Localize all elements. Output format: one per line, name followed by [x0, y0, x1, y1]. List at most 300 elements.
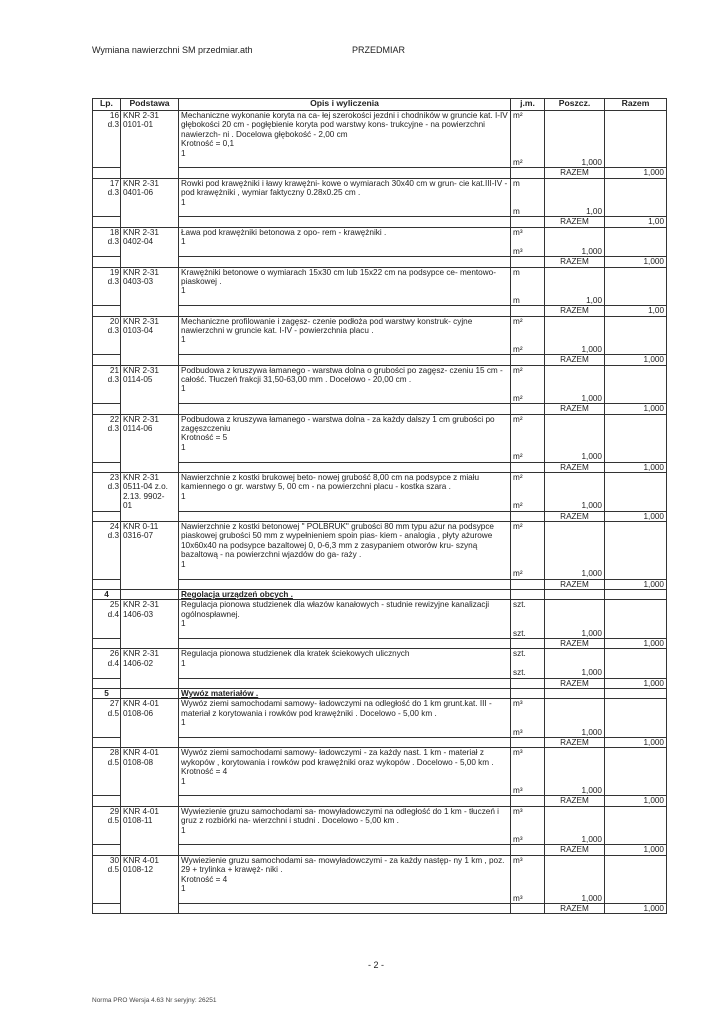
- razem-label: RAZEM: [545, 404, 605, 414]
- basis-line: 0114-05: [123, 374, 153, 384]
- item-section: d.4: [107, 658, 119, 668]
- summary-lp: [93, 207, 121, 217]
- item-partial: [545, 414, 605, 452]
- unit-calc: m³: [513, 835, 523, 845]
- razem-unit: [511, 796, 545, 806]
- unit-top: szt.: [513, 649, 526, 659]
- partial-number: 1,000: [581, 835, 602, 845]
- description-text: Regulacja pionowa studzienek dla kratek ściekowych ulicznych: [181, 649, 410, 659]
- basis-line: KNR 4-01: [123, 855, 159, 865]
- razem-total: 1,000: [605, 404, 667, 414]
- item-description: [179, 649, 511, 668]
- razem-lp: [93, 306, 121, 316]
- description-text: Wywóz ziemi samochodami samowy- ładowczymi - za każdy nast. 1 km - materiał z wykopów , korytowania i rowków pod krawężniki oraz wykopów . Docelowo - 5,00 km . Krotność = 4: [181, 748, 494, 777]
- item-total: [605, 267, 667, 296]
- razem-label: RAZEM: [545, 355, 605, 365]
- summary-unit: [511, 158, 545, 168]
- unit-calc: m³: [513, 246, 523, 256]
- razem-lp: [93, 638, 121, 648]
- description-text: Wywiezienie gruzu samochodami sa- mowyładowczymi na odległość do 1 km - tłuczeń i gruz z rozbiórki na- wierzchni i studni . Docelowo - 5,00 km .: [181, 806, 500, 826]
- basis-line: KNR 2-31: [123, 649, 159, 659]
- section-basis: [121, 589, 179, 599]
- item-basis: [121, 267, 179, 306]
- item-row: [93, 699, 667, 728]
- item-number: 21: [109, 365, 119, 375]
- total-cell: [605, 247, 667, 257]
- unit-top: m: [513, 267, 520, 277]
- razem-desc: [179, 404, 511, 414]
- item-unit: [511, 267, 545, 296]
- partial-value: [545, 786, 605, 796]
- razem-row: [93, 511, 667, 521]
- item-total: [605, 365, 667, 394]
- summary-unit: [511, 835, 545, 845]
- item-description: [179, 855, 511, 893]
- partial-value: [545, 207, 605, 217]
- razem-lp: [93, 678, 121, 688]
- item-unit: [511, 649, 545, 668]
- partial-number: 1,000: [581, 393, 602, 403]
- table-header: [93, 99, 667, 111]
- unit-top: m³: [513, 806, 523, 816]
- item-number: 25: [109, 600, 119, 610]
- item-description: [179, 699, 511, 728]
- razem-unit: [511, 168, 545, 178]
- razem-basis: [121, 306, 179, 316]
- item-description: [179, 806, 511, 835]
- razem-row: [93, 306, 667, 316]
- partial-number: 1,000: [581, 344, 602, 354]
- item-lp: [93, 522, 121, 570]
- item-row: [93, 748, 667, 786]
- item-total: [605, 748, 667, 786]
- item-unit: [511, 855, 545, 893]
- item-lp: [93, 748, 121, 786]
- item-description: [179, 473, 511, 502]
- item-row: [93, 600, 667, 629]
- basis-line: KNR 2-31: [123, 473, 159, 483]
- summary-unit: [511, 247, 545, 257]
- description-text: Podbudowa z kruszywa łamanego - warstwa dolna - za każdy dalszy 1 cm grubości po zagęszczeniu Krotność = 5: [181, 414, 495, 443]
- unit-calc: szt.: [513, 668, 526, 678]
- razem-basis: [121, 678, 179, 688]
- summary-row: [93, 345, 667, 355]
- razem-basis: [121, 796, 179, 806]
- unit-calc: m³: [513, 893, 523, 903]
- item-lp: [93, 111, 121, 159]
- razem-desc: [179, 217, 511, 227]
- item-row: [93, 267, 667, 296]
- calculation: 1: [181, 884, 186, 894]
- item-basis: [121, 473, 179, 512]
- partial-value: [545, 629, 605, 639]
- summary-row: [93, 501, 667, 511]
- summary-unit: [511, 569, 545, 579]
- partial-value: [545, 728, 605, 738]
- razem-row: [93, 678, 667, 688]
- item-number: 27: [109, 699, 119, 709]
- unit-calc: m³: [513, 786, 523, 796]
- summary-lp: [93, 158, 121, 168]
- razem-basis: [121, 355, 179, 365]
- item-section: d.3: [107, 531, 119, 541]
- razem-basis: [121, 462, 179, 472]
- partial-number: 1,000: [581, 246, 602, 256]
- item-unit: [511, 600, 545, 629]
- unit-top: m²: [513, 365, 523, 375]
- summary-lp: [93, 728, 121, 738]
- calculation: 1: [181, 776, 186, 786]
- item-section: d.3: [107, 374, 119, 384]
- item-row: [93, 855, 667, 893]
- description-text: Krawężniki betonowe o wymiarach 15x30 cm lub 15x22 cm na podsypce ce- mentowo-piaskowej .: [181, 267, 496, 286]
- summary-row: [93, 569, 667, 579]
- basis-line: 0114-06: [123, 424, 153, 433]
- item-basis: [121, 748, 179, 796]
- razem-lp: [93, 217, 121, 227]
- razem-unit: [511, 738, 545, 748]
- razem-label: RAZEM: [545, 638, 605, 648]
- item-total: [605, 316, 667, 345]
- item-row: [93, 227, 667, 246]
- basis-line: KNR 2-31: [123, 365, 159, 375]
- item-number: 18: [109, 227, 119, 237]
- razem-label: RAZEM: [545, 678, 605, 688]
- section-row: [93, 589, 667, 599]
- summary-row: [93, 247, 667, 257]
- razem-unit: [511, 638, 545, 648]
- calculation: 1: [181, 384, 186, 394]
- basis-line: KNR 2-31: [123, 267, 159, 277]
- razem-lp: [93, 903, 121, 913]
- partial-number: 1,000: [581, 727, 602, 737]
- razem-lp: [93, 168, 121, 178]
- item-lp: [93, 855, 121, 893]
- razem-label: RAZEM: [545, 217, 605, 227]
- section-title: Regolacja urządzeń obcych .: [179, 589, 511, 599]
- item-section: d.5: [107, 757, 119, 767]
- razem-desc: [179, 638, 511, 648]
- total-cell: [605, 207, 667, 217]
- summary-unit: [511, 629, 545, 639]
- section-title: Wywóz materiałów .: [179, 688, 511, 698]
- partial-value: [545, 158, 605, 168]
- partial-value: [545, 569, 605, 579]
- razem-unit: [511, 579, 545, 589]
- item-section: d.3: [107, 120, 119, 130]
- partial-number: 1,000: [581, 628, 602, 638]
- razem-total: 1,00: [605, 306, 667, 316]
- summary-desc: [179, 247, 511, 257]
- item-lp: [93, 316, 121, 345]
- summary-row: [93, 452, 667, 462]
- razem-desc: [179, 168, 511, 178]
- item-description: [179, 365, 511, 394]
- total-cell: [605, 894, 667, 904]
- razem-desc: [179, 511, 511, 521]
- description-text: Rowki pod krawężniki i ławy krawężni- kowe o wymiarach 30x40 cm w grun- cie kat.III-IV - pod krawężniki , wymiar faktyczny 0.28x0.25 cm .: [181, 178, 508, 198]
- summary-row: [93, 629, 667, 639]
- section-row: [93, 688, 667, 698]
- razem-unit: [511, 845, 545, 855]
- unit-calc: m²: [513, 501, 523, 511]
- razem-basis: [121, 168, 179, 178]
- basis-line: KNR 2-31: [123, 600, 159, 610]
- razem-basis: [121, 579, 179, 589]
- basis-line: KNR 4-01: [123, 699, 159, 709]
- summary-lp: [93, 452, 121, 462]
- razem-basis: [121, 511, 179, 521]
- item-total: [605, 806, 667, 835]
- item-section: d.5: [107, 865, 119, 875]
- razem-basis: [121, 903, 179, 913]
- razem-desc: [179, 796, 511, 806]
- col-description: Opis i wyliczenia: [179, 99, 511, 111]
- summary-row: [93, 894, 667, 904]
- item-row: [93, 473, 667, 502]
- partial-number: 1,00: [586, 207, 602, 217]
- razem-row: [93, 845, 667, 855]
- col-basis: Podstawa: [121, 99, 179, 111]
- partial-value: [545, 835, 605, 845]
- item-description: [179, 111, 511, 159]
- summary-desc: [179, 452, 511, 462]
- item-total: [605, 414, 667, 452]
- razem-label: RAZEM: [545, 796, 605, 806]
- total-cell: [605, 345, 667, 355]
- summary-row: [93, 786, 667, 796]
- item-lp: [93, 227, 121, 246]
- basis-line: 1406-03: [123, 609, 154, 619]
- razem-total: 1,000: [605, 579, 667, 589]
- razem-unit: [511, 355, 545, 365]
- item-description: [179, 316, 511, 345]
- summary-desc: [179, 207, 511, 217]
- razem-total: 1,000: [605, 168, 667, 178]
- razem-total: 1,000: [605, 796, 667, 806]
- item-total: [605, 473, 667, 502]
- razem-unit: [511, 217, 545, 227]
- description-text: Mechaniczne profilowanie i zagęsz- czenie podłoża pod warstwy konstruk- cyjne nawierzchni w gruncie kat. I-IV - powierzchnia placu .: [181, 316, 473, 335]
- razem-lp: [93, 355, 121, 365]
- description-text: Podbudowa z kruszywa łamanego - warstwa dolna o grubości po zagęsz- czeniu 15 cm - całość. Tłuczeń frakcji 31,50-63,00 mm . Docelowo - 20,00 cm .: [181, 365, 503, 384]
- item-section: d.3: [107, 188, 119, 198]
- razem-row: [93, 404, 667, 414]
- item-partial: [545, 111, 605, 159]
- razem-total: 1,000: [605, 257, 667, 267]
- summary-unit: [511, 452, 545, 462]
- document-type: PRZEDMIAR: [352, 45, 406, 55]
- item-section: d.3: [107, 237, 119, 247]
- total-cell: [605, 786, 667, 796]
- razem-desc: [179, 738, 511, 748]
- item-unit: [511, 414, 545, 452]
- item-unit: [511, 473, 545, 502]
- unit-calc: m²: [513, 158, 523, 168]
- calculation: 1: [181, 197, 186, 207]
- summary-row: [93, 394, 667, 404]
- unit-calc: m: [513, 295, 520, 305]
- col-partial: Poszcz.: [545, 99, 605, 111]
- item-number: 19: [109, 267, 119, 277]
- unit-top: m³: [513, 748, 523, 758]
- razem-unit: [511, 903, 545, 913]
- razem-basis: [121, 845, 179, 855]
- basis-line: KNR 2-31: [123, 111, 159, 120]
- item-row: [93, 111, 667, 159]
- software-info: Norma PRO Wersja 4.63 Nr seryjny: 26251: [92, 997, 217, 1004]
- basis-line: 1406-02: [123, 658, 154, 668]
- item-unit: [511, 522, 545, 570]
- partial-number: 1,000: [581, 501, 602, 511]
- basis-line: KNR 2-31: [123, 316, 159, 326]
- razem-row: [93, 796, 667, 806]
- calculation: 1: [181, 825, 186, 835]
- total-cell: [605, 501, 667, 511]
- item-row: [93, 414, 667, 452]
- summary-unit: [511, 728, 545, 738]
- item-row: [93, 178, 667, 207]
- summary-lp: [93, 894, 121, 904]
- summary-desc: [179, 894, 511, 904]
- razem-label: RAZEM: [545, 257, 605, 267]
- summary-desc: [179, 158, 511, 168]
- summary-lp: [93, 247, 121, 257]
- summary-row: [93, 296, 667, 306]
- razem-lp: [93, 845, 121, 855]
- partial-value: [545, 452, 605, 462]
- partial-number: 1,000: [581, 452, 602, 462]
- item-description: [179, 600, 511, 629]
- unit-top: m²: [513, 414, 523, 424]
- razem-label: RAZEM: [545, 168, 605, 178]
- total-cell: [605, 452, 667, 462]
- summary-row: [93, 835, 667, 845]
- razem-label: RAZEM: [545, 306, 605, 316]
- summary-lp: [93, 629, 121, 639]
- basis-line: 0103-04: [123, 325, 154, 335]
- razem-label: RAZEM: [545, 738, 605, 748]
- item-lp: [93, 600, 121, 629]
- unit-calc: m²: [513, 452, 523, 462]
- item-partial: [545, 227, 605, 246]
- razem-unit: [511, 306, 545, 316]
- description-text: Wywóz ziemi samochodami samowy- ładowczymi na odległość do 1 km grunt.kat. III - materiał z korytowania i rowków pod krawężniki . Docelowo - 5,00 km .: [181, 699, 492, 718]
- item-partial: [545, 600, 605, 629]
- razem-lp: [93, 579, 121, 589]
- section-number: 5: [93, 688, 121, 698]
- summary-unit: [511, 894, 545, 904]
- summary-desc: [179, 835, 511, 845]
- item-partial: [545, 748, 605, 786]
- description-text: Nawierzchnie z kostki brukowej beto- nowej grubość 8,00 cm na podsypce z miału kamiennego o gr. warstwy 5, 00 cm - na powierzchni placu - kostka szara .: [181, 473, 480, 492]
- item-section: d.3: [107, 325, 119, 335]
- item-lp: [93, 267, 121, 296]
- basis-line: KNR 4-01: [123, 748, 159, 758]
- summary-lp: [93, 668, 121, 678]
- item-basis: [121, 600, 179, 639]
- description-text: Ława pod krawężniki betonowa z opo- rem - krawężniki .: [181, 227, 387, 237]
- calculation: 1: [181, 442, 186, 452]
- summary-unit: [511, 786, 545, 796]
- item-total: [605, 522, 667, 570]
- razem-desc: [179, 355, 511, 365]
- summary-desc: [179, 668, 511, 678]
- razem-total: 1,000: [605, 511, 667, 521]
- summary-desc: [179, 629, 511, 639]
- item-lp: [93, 178, 121, 207]
- unit-top: m³: [513, 855, 523, 865]
- razem-row: [93, 217, 667, 227]
- basis-line: 01: [123, 501, 133, 511]
- item-number: 30: [109, 855, 119, 865]
- summary-lp: [93, 501, 121, 511]
- unit-top: m²: [513, 316, 523, 326]
- item-basis: [121, 806, 179, 845]
- item-total: [605, 649, 667, 668]
- bill-of-quantities: [92, 98, 666, 914]
- basis-line: KNR 4-01: [123, 806, 159, 816]
- partial-value: [545, 247, 605, 257]
- basis-line: 0101-01: [123, 120, 154, 130]
- razem-row: [93, 903, 667, 913]
- summary-lp: [93, 786, 121, 796]
- unit-top: m²: [513, 473, 523, 483]
- item-row: [93, 522, 667, 570]
- item-lp: [93, 473, 121, 502]
- razem-row: [93, 579, 667, 589]
- razem-desc: [179, 678, 511, 688]
- item-partial: [545, 855, 605, 893]
- description-text: Regulacja pionowa studzienek dla włazów kanałowych - studnie rewizyjne kanalizacji ogólnospławnej.: [181, 600, 490, 619]
- unit-calc: m²: [513, 393, 523, 403]
- partial-value: [545, 668, 605, 678]
- razem-lp: [93, 796, 121, 806]
- razem-lp: [93, 257, 121, 267]
- item-section: d.4: [107, 609, 119, 619]
- basis-line: 0402-04: [123, 237, 154, 247]
- razem-row: [93, 462, 667, 472]
- item-number: 20: [109, 316, 119, 326]
- item-row: [93, 649, 667, 668]
- item-unit: [511, 227, 545, 246]
- item-number: 17: [109, 178, 119, 188]
- item-total: [605, 855, 667, 893]
- col-lp: Lp.: [93, 99, 121, 111]
- unit-calc: m³: [513, 727, 523, 737]
- basis-line: 0108-06: [123, 708, 154, 718]
- item-unit: [511, 365, 545, 394]
- item-lp: [93, 649, 121, 668]
- razem-total: 1,000: [605, 462, 667, 472]
- razem-total: 1,000: [605, 638, 667, 648]
- basis-line: KNR 2-31: [123, 178, 159, 188]
- item-partial: [545, 806, 605, 835]
- item-unit: [511, 806, 545, 835]
- item-description: [179, 414, 511, 452]
- basis-line: 0108-11: [123, 816, 153, 826]
- calculation: 1: [181, 658, 186, 668]
- item-partial: [545, 316, 605, 345]
- razem-row: [93, 355, 667, 365]
- razem-label: RAZEM: [545, 845, 605, 855]
- razem-total: 1,000: [605, 678, 667, 688]
- partial-value: [545, 894, 605, 904]
- razem-lp: [93, 511, 121, 521]
- basis-line: KNR 2-31: [123, 414, 159, 424]
- item-number: 23: [109, 473, 119, 483]
- summary-row: [93, 158, 667, 168]
